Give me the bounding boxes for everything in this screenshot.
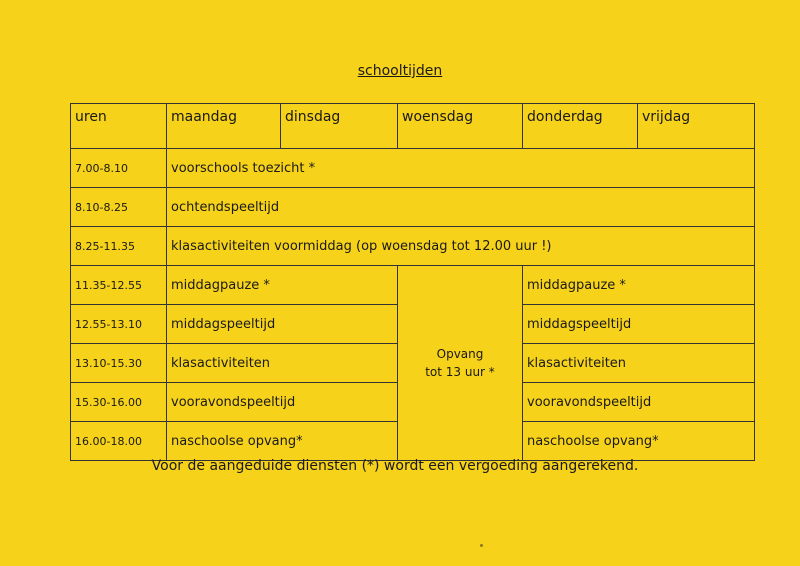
table-row xyxy=(71,188,755,227)
time-cell: 11.35-12.55 xyxy=(71,266,167,305)
activity-cell-mon-tue: vooravondspeeltijd xyxy=(167,383,398,422)
activity-cell-thu-fri: klasactiviteiten xyxy=(523,344,755,383)
wednesday-afternoon-cell xyxy=(398,266,523,461)
time-cell: 8.25-11.35 xyxy=(71,227,167,266)
header-uren: uren xyxy=(71,104,167,149)
footnote: Voor de aangeduide diensten (*) wordt een vergoeding aangerekend. xyxy=(151,458,639,474)
activity-cell-thu-fri: middagpauze * xyxy=(523,266,755,305)
opvang-line-1: Opvang xyxy=(436,347,484,361)
activity-cell-mon-tue: middagspeeltijd xyxy=(167,305,398,344)
activity-cell: voorschools toezicht * xyxy=(167,149,755,188)
schedule-table xyxy=(70,103,755,461)
activity-cell: ochtendspeeltijd xyxy=(167,188,755,227)
header-maandag: maandag xyxy=(167,104,281,149)
opvang-line-2: tot 13 uur * xyxy=(425,365,495,379)
activity-cell-mon-tue: naschoolse opvang* xyxy=(167,422,398,461)
activity-cell-thu-fri: middagspeeltijd xyxy=(523,305,755,344)
table-row xyxy=(71,149,755,188)
activity-cell-thu-fri: vooravondspeeltijd xyxy=(523,383,755,422)
time-cell: 15.30-16.00 xyxy=(71,383,167,422)
paper-speck xyxy=(480,544,483,547)
time-cell: 7.00-8.10 xyxy=(71,149,167,188)
activity-cell-thu-fri: naschoolse opvang* xyxy=(523,422,755,461)
table-row xyxy=(71,266,755,305)
page-title: schooltijden xyxy=(357,63,443,79)
activity-cell-mon-tue: middagpauze * xyxy=(167,266,398,305)
time-cell: 12.55-13.10 xyxy=(71,305,167,344)
time-cell: 13.10-15.30 xyxy=(71,344,167,383)
header-donderdag: donderdag xyxy=(523,104,638,149)
time-cell: 8.10-8.25 xyxy=(71,188,167,227)
activity-cell-mon-tue: klasactiviteiten xyxy=(167,344,398,383)
header-dinsdag: dinsdag xyxy=(281,104,398,149)
time-cell: 16.00-18.00 xyxy=(71,422,167,461)
activity-cell: klasactiviteiten voormiddag (op woensdag tot 12.00 uur !) xyxy=(167,227,755,266)
header-vrijdag: vrijdag xyxy=(638,104,755,149)
table-row xyxy=(71,227,755,266)
header-woensdag: woensdag xyxy=(398,104,523,149)
header-row xyxy=(71,104,755,149)
